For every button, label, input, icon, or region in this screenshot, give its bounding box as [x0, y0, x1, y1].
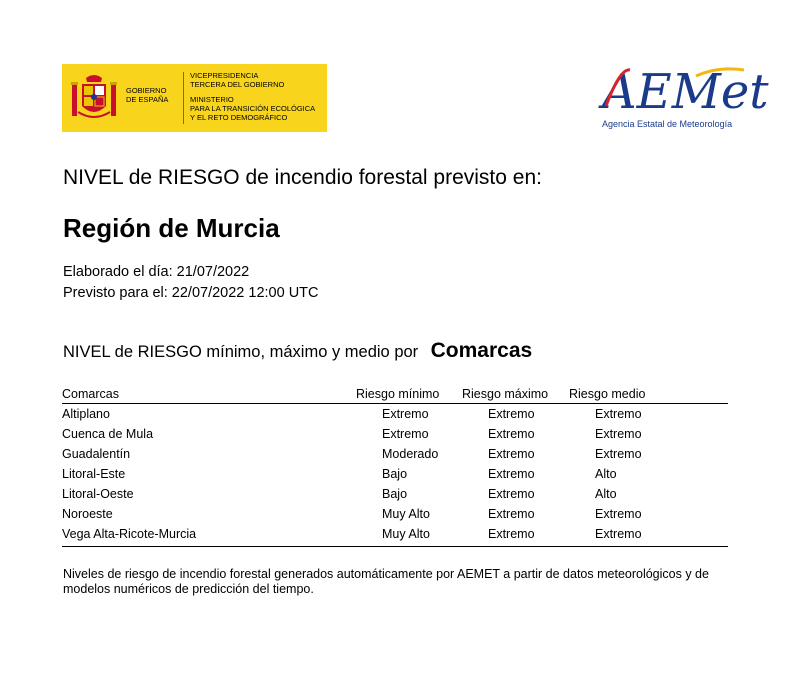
row-riesgo-maximo: Extremo [488, 507, 535, 521]
risk-table [62, 386, 728, 547]
page-title: NIVEL de RIESGO de incendio forestal previsto en: [63, 166, 542, 189]
row-riesgo-minimo: Extremo [382, 427, 429, 441]
table-bottom-rule [62, 546, 728, 547]
table-row [62, 444, 728, 464]
table-row [62, 504, 728, 524]
forecast-date: Previsto para el: 22/07/2022 12:00 UTC [63, 285, 319, 301]
region-name: Región de Murcia [63, 213, 280, 243]
footnote: Niveles de riesgo de incendio forestal generados automáticamente por AEMET a partir de datos meteorológicos y de modelos numéricos de predicción del tiempo. [63, 567, 709, 596]
row-riesgo-medio: Alto [595, 467, 617, 481]
row-riesgo-maximo: Extremo [488, 487, 535, 501]
header-riesgo-minimo: Riesgo mínimo [356, 387, 440, 401]
row-comarca: Guadalentín [62, 447, 131, 461]
aemet-wordmark-text: AEMet [602, 64, 769, 120]
table-header [62, 386, 728, 404]
row-riesgo-medio: Extremo [595, 507, 642, 521]
row-comarca: Noroeste [62, 507, 113, 521]
row-riesgo-minimo: Moderado [382, 447, 439, 461]
header-riesgo-maximo: Riesgo máximo [462, 387, 549, 401]
aemet-wordmark-icon [600, 62, 769, 120]
table-row [62, 524, 728, 544]
table-row [62, 484, 728, 504]
table-row [62, 424, 728, 444]
row-riesgo-medio: Extremo [595, 427, 642, 441]
government-name: GOBIERNO DE ESPAÑA [126, 86, 169, 104]
row-comarca: Altiplano [62, 407, 110, 421]
table-row [62, 404, 728, 424]
section-title-strong: Comarcas [430, 339, 533, 362]
table-row [62, 464, 728, 484]
banner-divider [183, 72, 184, 124]
coat-of-arms-icon [70, 72, 118, 124]
section-title [63, 339, 532, 363]
row-riesgo-medio: Extremo [595, 527, 642, 541]
row-riesgo-maximo: Extremo [488, 407, 535, 421]
ministry-text: MINISTERIO PARA LA TRANSICIÓN ECOLÓGICA Y EL RETO DEMOGRÁFICO [190, 95, 316, 122]
row-riesgo-minimo: Bajo [382, 487, 408, 501]
row-comarca: Vega Alta-Ricote-Murcia [62, 527, 197, 541]
row-riesgo-medio: Alto [595, 487, 617, 501]
row-riesgo-maximo: Extremo [488, 467, 535, 481]
row-riesgo-minimo: Bajo [382, 467, 408, 481]
elaborated-date: Elaborado el día: 21/07/2022 [63, 264, 250, 280]
header-riesgo-medio: Riesgo medio [569, 387, 646, 401]
row-riesgo-maximo: Extremo [488, 447, 535, 461]
row-riesgo-maximo: Extremo [488, 527, 535, 541]
vicepresidency-text: VICEPRESIDENCIA TERCERA DEL GOBIERNO [190, 71, 285, 89]
row-comarca: Cuenca de Mula [62, 427, 154, 441]
row-riesgo-minimo: Muy Alto [382, 527, 430, 541]
row-comarca: Litoral-Oeste [62, 487, 134, 501]
aemet-logo [600, 62, 769, 136]
row-riesgo-medio: Extremo [595, 407, 642, 421]
government-banner [62, 64, 327, 132]
row-riesgo-minimo: Extremo [382, 407, 429, 421]
row-riesgo-medio: Extremo [595, 447, 642, 461]
aemet-subtitle: Agencia Estatal de Meteorología [602, 119, 733, 129]
row-riesgo-maximo: Extremo [488, 427, 535, 441]
section-title-lead: NIVEL de RIESGO mínimo, máximo y medio por [63, 343, 419, 361]
header-comarcas: Comarcas [62, 387, 119, 401]
row-riesgo-minimo: Muy Alto [382, 507, 430, 521]
row-comarca: Litoral-Este [62, 467, 126, 481]
